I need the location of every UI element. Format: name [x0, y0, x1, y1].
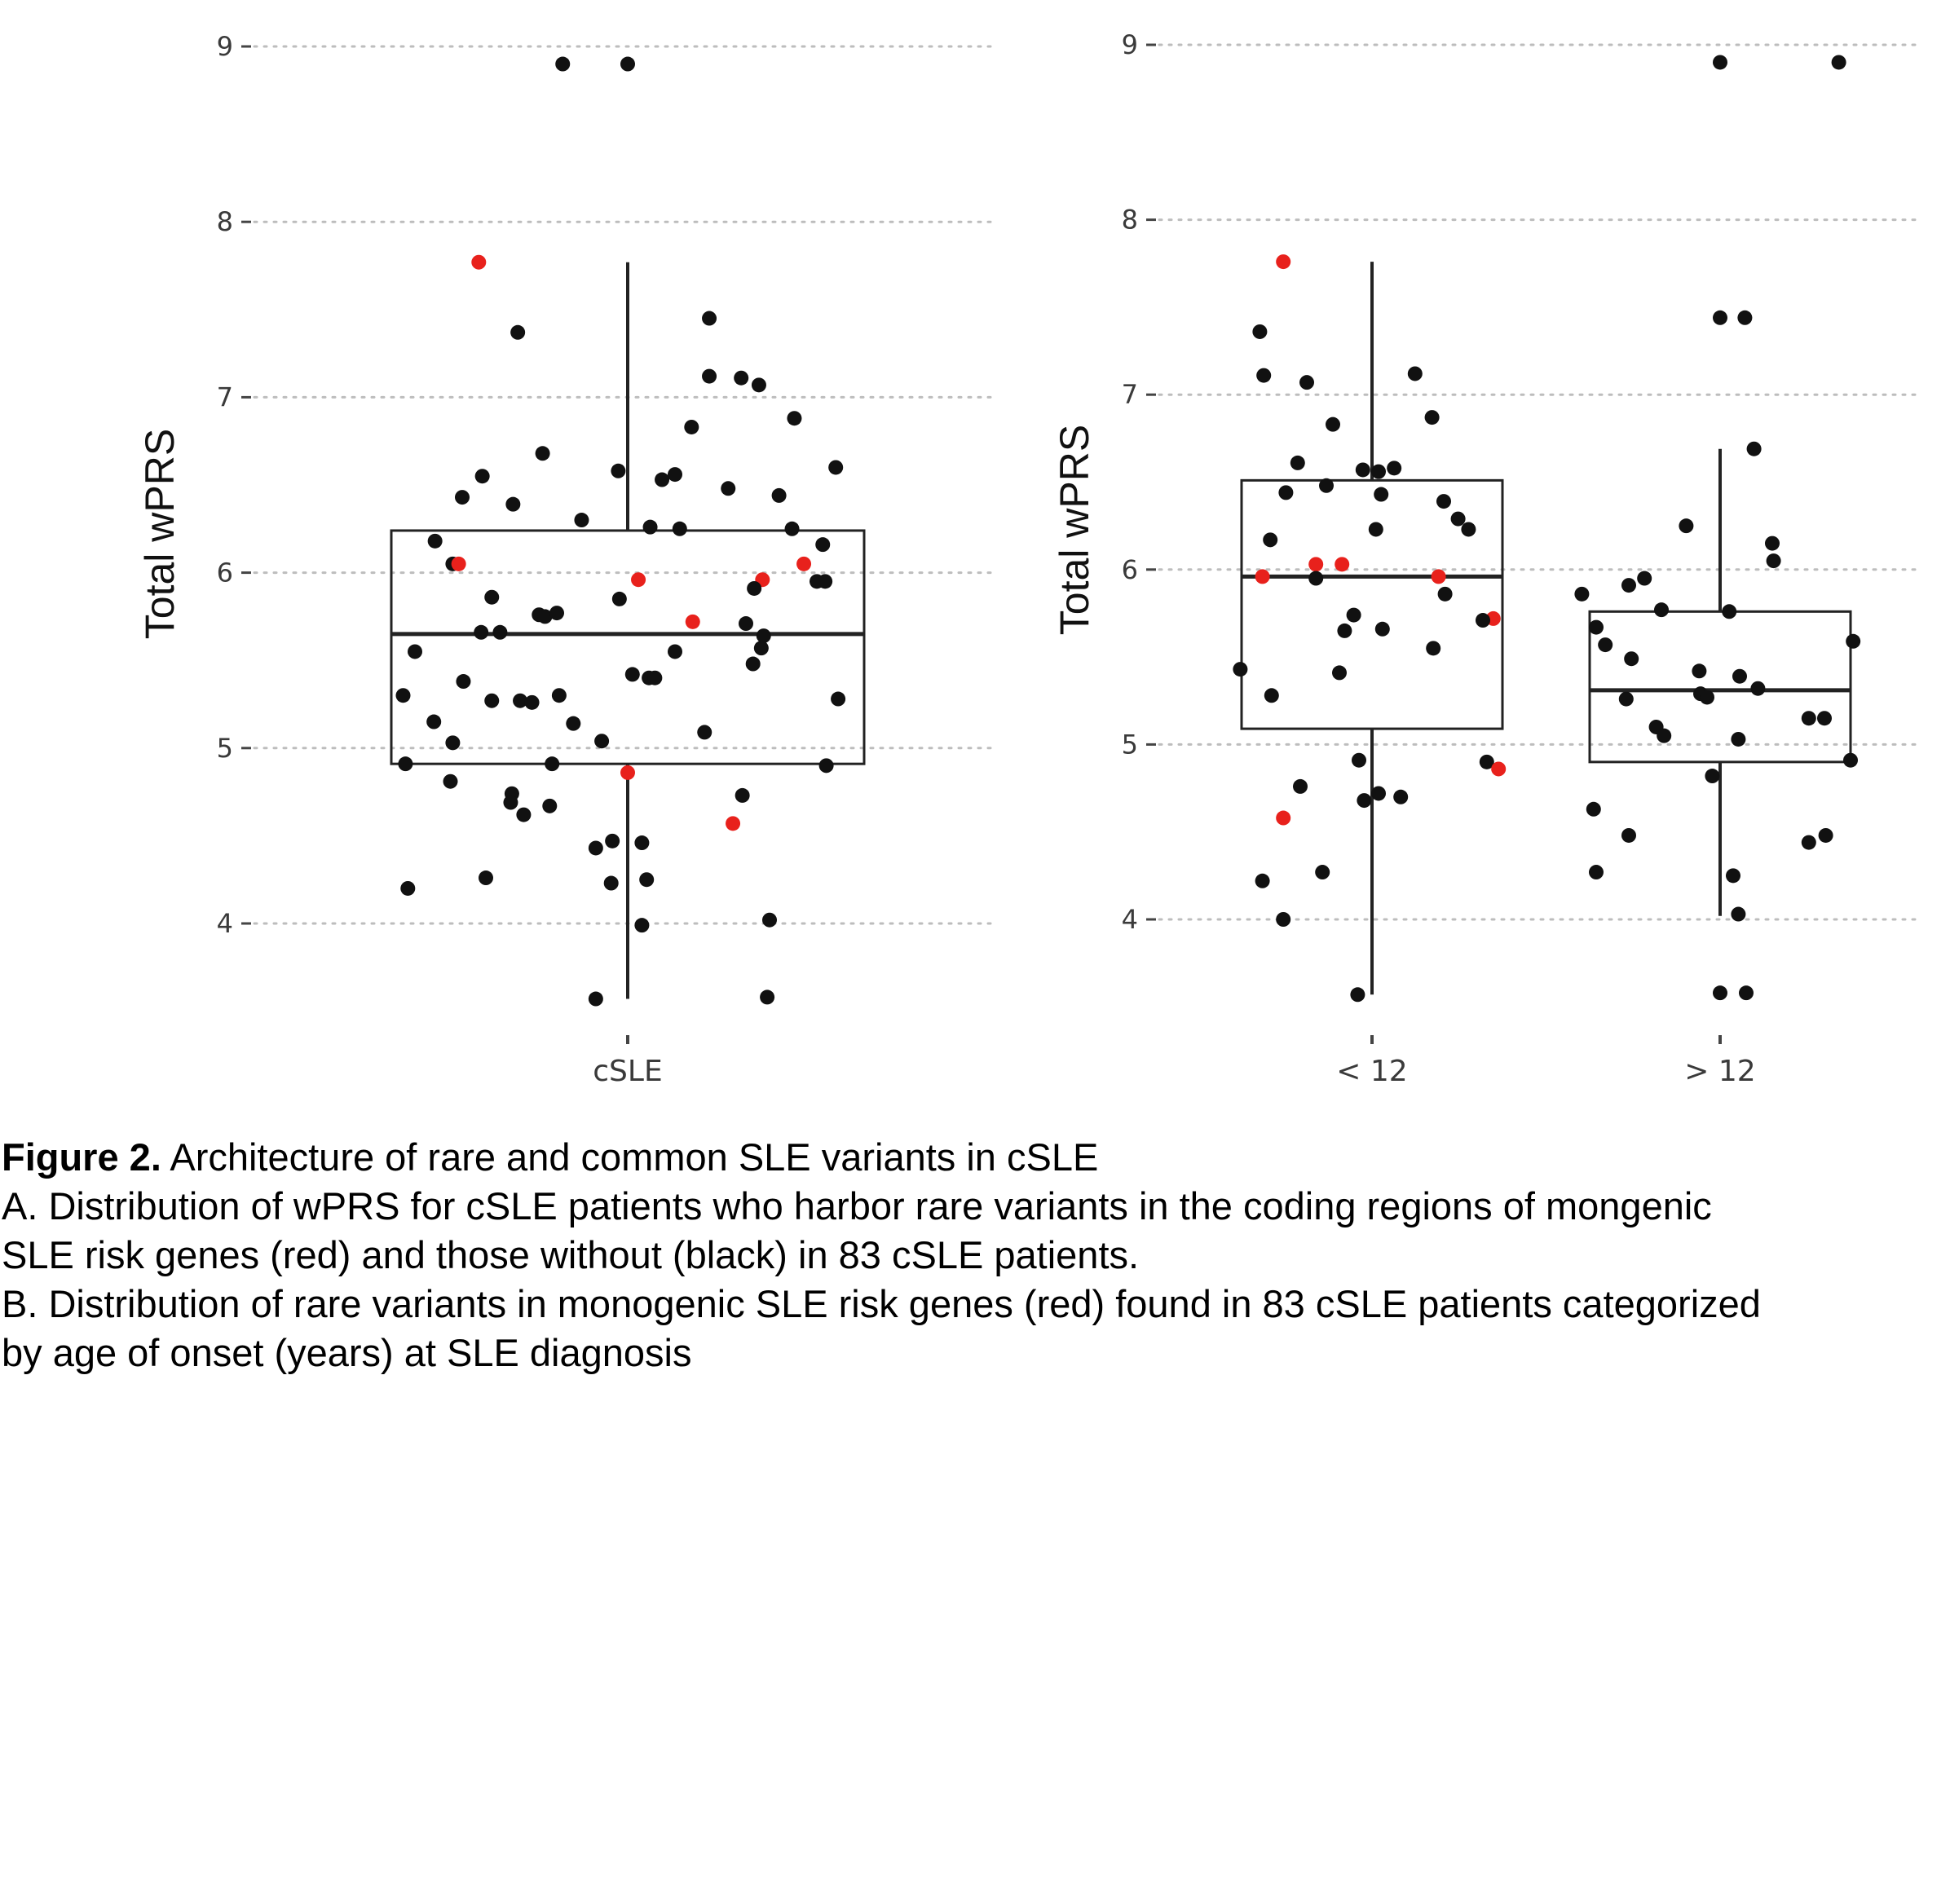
- patient-point: [1832, 55, 1846, 69]
- y-axis-label: Total wPRS: [137, 428, 183, 640]
- y-tick-label: 9: [1121, 29, 1138, 60]
- patient-point: [505, 497, 520, 512]
- patient-point: [1589, 620, 1604, 635]
- patient-point: [445, 735, 460, 750]
- patient-point: [589, 840, 603, 855]
- patient-point: [1589, 865, 1604, 879]
- rare-variant-point: [452, 557, 466, 571]
- y-axis-label: Total wPRS: [1052, 424, 1097, 636]
- patient-point: [785, 522, 800, 536]
- caption-title-line: [2, 1133, 1946, 1182]
- patient-point: [757, 628, 771, 643]
- patient-point: [1451, 512, 1466, 527]
- patient-point: [1278, 485, 1293, 500]
- patient-point: [1425, 410, 1440, 425]
- patient-point: [1356, 462, 1370, 477]
- rare-variant-point: [1308, 557, 1323, 571]
- patient-point: [634, 835, 649, 850]
- patient-point: [1817, 711, 1832, 725]
- y-tick-label: 7: [216, 381, 233, 413]
- patient-point: [594, 734, 609, 748]
- patient-point: [1293, 779, 1308, 794]
- patient-point: [1352, 753, 1366, 768]
- y-tick-label: 9: [216, 31, 233, 62]
- patient-point: [721, 481, 735, 496]
- patient-point: [612, 592, 627, 606]
- y-tick-label: 5: [216, 732, 233, 764]
- patient-point: [747, 581, 761, 596]
- patient-point: [760, 989, 774, 1004]
- patient-point: [1739, 985, 1754, 1000]
- patient-point: [574, 513, 589, 527]
- patient-point: [1713, 985, 1727, 1000]
- patient-point: [492, 625, 507, 640]
- patient-point: [1326, 417, 1340, 432]
- patient-point: [1332, 665, 1347, 680]
- patient-point: [1598, 637, 1612, 652]
- patient-point: [589, 992, 603, 1007]
- patient-point: [1802, 711, 1816, 725]
- caption-b-line-2: by age of onset (years) at SLE diagnosis: [2, 1331, 692, 1374]
- patient-point: [828, 460, 843, 474]
- patient-point: [1747, 442, 1762, 456]
- patient-point: [1731, 907, 1745, 922]
- patient-point: [398, 756, 412, 771]
- rare-variant-point: [1276, 811, 1290, 826]
- patient-point: [549, 606, 564, 620]
- patient-point: [1233, 662, 1247, 677]
- patient-point: [426, 715, 441, 729]
- patient-point: [1846, 634, 1860, 649]
- patient-point: [1461, 522, 1476, 536]
- patient-point: [1375, 622, 1390, 637]
- patient-point: [1264, 688, 1279, 703]
- patient-point: [1276, 912, 1290, 927]
- patient-point: [1654, 602, 1669, 617]
- rare-variant-point: [796, 557, 811, 571]
- patient-point: [484, 590, 499, 605]
- patient-point: [787, 411, 801, 425]
- iqr-box: [1590, 611, 1851, 762]
- patient-point: [1436, 494, 1451, 509]
- patient-point: [611, 464, 625, 478]
- patient-point: [1692, 663, 1706, 678]
- patient-point: [668, 644, 682, 659]
- patient-point: [831, 692, 845, 707]
- patient-point: [1393, 790, 1408, 804]
- patient-point: [1350, 987, 1365, 1002]
- patient-point: [1387, 461, 1401, 475]
- patient-point: [1637, 571, 1652, 586]
- patient-point: [1369, 522, 1383, 536]
- patient-point: [536, 446, 550, 461]
- patient-point: [1357, 793, 1371, 808]
- patient-point: [772, 488, 787, 503]
- caption-title: Architecture of rare and common SLE variants in cSLE: [161, 1135, 1099, 1179]
- caption-b-line-1: B. Distribution of rare variants in monogenic SLE risk genes (red) found in 83 cSLE patients categorized: [2, 1282, 1761, 1325]
- patient-point: [1657, 729, 1671, 743]
- patient-point: [668, 467, 682, 482]
- figure-label: Figure 2.: [2, 1135, 161, 1179]
- patient-point: [1619, 692, 1634, 707]
- patient-point: [752, 377, 766, 392]
- patient-point: [620, 57, 635, 72]
- patient-point: [634, 918, 649, 932]
- y-tick-label: 4: [1121, 904, 1138, 935]
- y-tick-label: 7: [1121, 379, 1138, 411]
- patient-point: [1299, 375, 1314, 390]
- rare-variant-point: [1491, 761, 1506, 776]
- patient-point: [605, 834, 620, 848]
- rare-variant-point: [1432, 569, 1446, 584]
- patient-point: [643, 520, 658, 535]
- patient-point: [684, 420, 699, 434]
- patient-point: [1574, 587, 1589, 602]
- patient-point: [1726, 868, 1740, 883]
- rare-variant-point: [1335, 557, 1349, 571]
- patient-point: [516, 808, 531, 822]
- patient-point: [1308, 571, 1323, 586]
- patient-point: [1705, 769, 1719, 783]
- patient-point: [1624, 651, 1639, 666]
- patient-point: [428, 534, 443, 549]
- patient-point: [545, 756, 559, 771]
- patient-point: [400, 881, 415, 896]
- patient-point: [484, 694, 499, 708]
- patient-point: [1256, 368, 1271, 383]
- patient-point: [503, 796, 518, 810]
- caption-a-line-1: A. Distribution of wPRS for cSLE patients who harbor rare variants in the coding regions of mongenic: [2, 1184, 1712, 1227]
- patient-point: [1737, 311, 1752, 325]
- patient-point: [1722, 604, 1736, 619]
- rare-variant-point: [1255, 569, 1270, 584]
- patient-point: [455, 490, 470, 505]
- patient-point: [1750, 681, 1765, 696]
- patient-point: [1700, 690, 1714, 704]
- rare-variant-point: [686, 615, 700, 629]
- panel-b-boxplot: [1052, 29, 1920, 1088]
- patient-point: [1586, 802, 1601, 817]
- patient-point: [818, 574, 832, 588]
- y-tick-label: 8: [1121, 204, 1138, 236]
- patient-point: [525, 695, 540, 710]
- patient-point: [735, 788, 750, 803]
- patient-point: [1732, 669, 1747, 684]
- patient-point: [474, 625, 488, 640]
- x-category-label: > 12: [1684, 1055, 1756, 1088]
- patient-point: [1843, 753, 1858, 768]
- patient-point: [1802, 835, 1816, 850]
- patient-point: [396, 688, 411, 703]
- patient-point: [1426, 641, 1440, 655]
- patient-point: [697, 725, 712, 739]
- patient-point: [1765, 536, 1780, 551]
- patient-point: [673, 522, 687, 536]
- y-tick-label: 5: [1121, 729, 1138, 760]
- patient-point: [604, 876, 619, 891]
- patient-point: [443, 774, 458, 789]
- rare-variant-point: [471, 255, 486, 270]
- patient-point: [1679, 518, 1693, 533]
- patient-point: [566, 716, 580, 731]
- x-category-label: cSLE: [593, 1055, 663, 1088]
- patient-point: [625, 667, 640, 681]
- patient-point: [754, 641, 769, 655]
- patient-point: [1252, 324, 1267, 339]
- patient-point: [1371, 786, 1386, 800]
- rare-variant-point: [1276, 254, 1290, 269]
- patient-point: [456, 674, 470, 689]
- patient-point: [1319, 478, 1334, 493]
- y-tick-label: 8: [216, 206, 233, 238]
- y-tick-label: 6: [1121, 553, 1138, 585]
- patient-point: [1371, 465, 1386, 479]
- y-tick-label: 6: [216, 557, 233, 588]
- patient-point: [1819, 828, 1833, 843]
- patient-point: [746, 657, 761, 672]
- patient-point: [815, 537, 830, 552]
- patient-point: [542, 799, 557, 813]
- patient-point: [1713, 55, 1727, 69]
- patient-point: [1713, 311, 1727, 325]
- patient-point: [475, 469, 490, 483]
- patient-point: [552, 688, 567, 703]
- patient-point: [1255, 874, 1270, 888]
- x-category-label: < 12: [1336, 1055, 1408, 1088]
- patient-point: [819, 758, 834, 773]
- y-tick-label: 4: [216, 908, 233, 939]
- patient-point: [555, 57, 570, 72]
- patient-point: [655, 473, 669, 487]
- patient-point: [1767, 553, 1781, 568]
- patient-point: [1621, 578, 1636, 593]
- patient-point: [1731, 732, 1745, 747]
- patient-point: [510, 325, 525, 340]
- patient-point: [1374, 487, 1388, 502]
- patient-point: [1621, 828, 1636, 843]
- rare-variant-point: [726, 816, 740, 831]
- rare-variant-point: [620, 765, 635, 780]
- patient-point: [734, 371, 748, 386]
- patient-point: [1476, 613, 1490, 628]
- patient-point: [1263, 532, 1277, 547]
- patient-point: [639, 872, 654, 887]
- patient-point: [647, 671, 662, 685]
- patient-point: [1315, 865, 1330, 879]
- patient-point: [1438, 587, 1453, 602]
- patient-point: [479, 870, 493, 885]
- figure-caption: [2, 1133, 1946, 1377]
- patient-point: [702, 369, 717, 384]
- patient-point: [762, 913, 777, 928]
- panel-a-boxplot: [137, 31, 995, 1088]
- patient-point: [408, 644, 422, 659]
- rare-variant-point: [631, 572, 646, 587]
- patient-point: [1347, 608, 1361, 623]
- patient-point: [739, 616, 753, 631]
- caption-a-line-2: SLE risk genes (red) and those without (black) in 83 cSLE patients.: [2, 1233, 1140, 1276]
- patient-point: [1290, 456, 1305, 470]
- patient-point: [702, 311, 717, 326]
- patient-point: [1337, 624, 1352, 638]
- patient-point: [1408, 366, 1423, 381]
